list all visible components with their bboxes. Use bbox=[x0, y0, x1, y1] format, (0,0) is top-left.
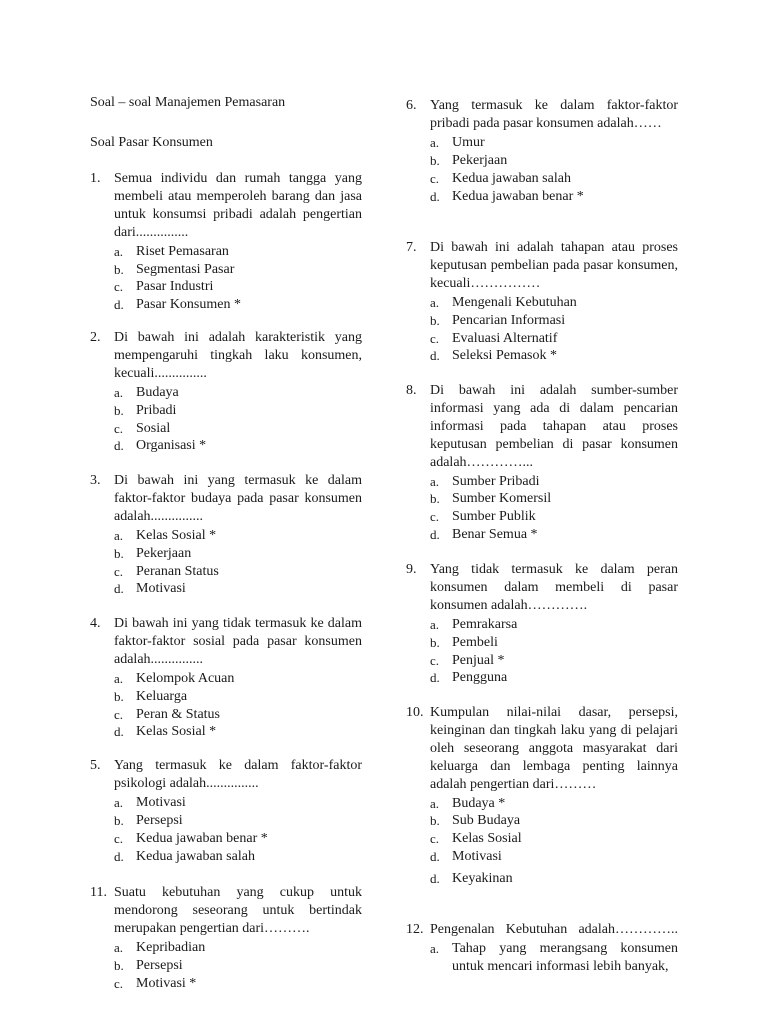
option-a: a. Tahap yang merangsang konsumen untuk mencari informasi lebih banyak, bbox=[430, 940, 678, 974]
question-text: Yang tidak termasuk ke dalam peran konsumen dalam membeli di pasar konsumen adalah…………. bbox=[430, 562, 678, 613]
option-d-extra: d. Keyakinan bbox=[430, 871, 513, 887]
option-c: c. Kedua jawaban benar * bbox=[114, 830, 268, 846]
option-d: d. Motivasi bbox=[114, 581, 186, 597]
option-b: b. Sumber Komersil bbox=[430, 491, 552, 507]
question-5 bbox=[90, 757, 362, 865]
option-b: b. Pekerjaan bbox=[114, 545, 192, 561]
option-c: c. Sosial bbox=[114, 420, 171, 436]
option-a: a. Budaya * bbox=[430, 795, 506, 811]
option-a: a. Budaya bbox=[114, 384, 179, 400]
option-a: a. Pemrakarsa bbox=[430, 616, 518, 632]
option-b: b. Pekerjaan bbox=[430, 152, 508, 168]
option-b: b. Sub Budaya bbox=[430, 813, 521, 829]
option-c: c. Penjual * bbox=[430, 652, 505, 668]
question-text: Di bawah ini yang termasuk ke dalam faktor-faktor budaya pada pasar konsumen adalah............... bbox=[114, 473, 362, 524]
option-b: b. Pencarian Informasi bbox=[430, 312, 566, 328]
question-8 bbox=[406, 382, 678, 544]
question-text: Pengenalan Kebutuhan adalah………….. bbox=[430, 922, 678, 937]
option-d: d. Motivasi bbox=[430, 849, 502, 865]
question-text: Semua individu dan rumah tangga yang membeli atau memperoleh barang dan jasa untuk konsumsi pribadi adalah pengertian dari............... bbox=[114, 171, 362, 240]
option-b: b. Pribadi bbox=[114, 402, 177, 418]
question-11 bbox=[90, 884, 362, 992]
option-a: a. Umur bbox=[430, 134, 485, 150]
option-b: b. Persepsi bbox=[114, 812, 183, 828]
question-number: 6. bbox=[406, 98, 417, 113]
option-d: d. Seleksi Pemasok * bbox=[430, 348, 557, 364]
option-b: b. Persepsi bbox=[114, 957, 183, 973]
option-a: a. Kepribadian bbox=[114, 939, 206, 955]
option-d: d. Kedua jawaban salah bbox=[114, 848, 255, 864]
question-number: 5. bbox=[90, 758, 101, 773]
option-a: a. Sumber Pribadi bbox=[430, 473, 540, 489]
question-2 bbox=[90, 329, 362, 455]
question-1 bbox=[90, 170, 362, 314]
question-text: Kumpulan nilai-nilai dasar, persepsi, keinginan dan tingkah laku yang di pelajari oleh seseorang anggota masyarakat dari keluarga dan lembaga penting lainnya adalah pengertian dari……… bbox=[430, 705, 678, 792]
question-number: 3. bbox=[90, 473, 101, 488]
option-b: b. Pembeli bbox=[430, 634, 498, 650]
option-d: d. Kedua jawaban benar * bbox=[430, 188, 584, 204]
option-a: a. Riset Pemasaran bbox=[114, 243, 229, 259]
question-3 bbox=[90, 472, 362, 598]
question-number: 2. bbox=[90, 330, 101, 345]
question-6 bbox=[406, 97, 678, 205]
question-number: 10. bbox=[406, 705, 424, 720]
question-number: 1. bbox=[90, 171, 101, 186]
option-c: c. Peran & Status bbox=[114, 706, 220, 722]
question-text: Di bawah ini adalah tahapan atau proses keputusan pembelian pada pasar konsumen, kecuali…………… bbox=[430, 240, 678, 291]
question-7 bbox=[406, 239, 678, 365]
option-c: c. Pasar Industri bbox=[114, 279, 214, 295]
question-text: Yang termasuk ke dalam faktor-faktor pribadi pada pasar konsumen adalah…… bbox=[430, 98, 678, 131]
option-c: c. Evaluasi Alternatif bbox=[430, 330, 558, 346]
document-subtitle: Soal Pasar Konsumen bbox=[90, 135, 213, 150]
question-4 bbox=[90, 615, 362, 741]
question-number: 12. bbox=[406, 922, 424, 937]
question-number: 4. bbox=[90, 616, 101, 631]
option-c: c. Peranan Status bbox=[114, 563, 219, 579]
option-b: b. Keluarga bbox=[114, 688, 188, 704]
question-12 bbox=[406, 921, 678, 976]
option-c: c. Kedua jawaban salah bbox=[430, 170, 571, 186]
option-c: c. Kelas Sosial bbox=[430, 831, 522, 847]
question-text: Suatu kebutuhan yang cukup untuk mendorong seseorang untuk bertindak merupakan pengertian dari………. bbox=[114, 885, 362, 936]
question-number: 9. bbox=[406, 562, 417, 577]
question-10 bbox=[406, 704, 678, 888]
option-b: b. Segmentasi Pasar bbox=[114, 261, 235, 277]
option-d: d. Pengguna bbox=[430, 670, 508, 686]
option-a: a. Kelas Sosial * bbox=[114, 527, 217, 543]
option-c: c. Motivasi * bbox=[114, 975, 197, 991]
option-a: a. Kelompok Acuan bbox=[114, 670, 235, 686]
document-title: Soal – soal Manajemen Pemasaran bbox=[90, 95, 286, 110]
question-text: Di bawah ini adalah karakteristik yang mempengaruhi tingkah laku konsumen, kecuali............... bbox=[114, 330, 362, 381]
option-d: d. Kelas Sosial * bbox=[114, 724, 217, 740]
question-9 bbox=[406, 561, 678, 687]
question-number: 7. bbox=[406, 240, 417, 255]
question-text: Di bawah ini yang tidak termasuk ke dalam faktor-faktor sosial pada pasar konsumen adalah............... bbox=[114, 616, 362, 667]
question-text: Yang termasuk ke dalam faktor-faktor psikologi adalah............... bbox=[114, 758, 362, 791]
option-c: c. Sumber Publik bbox=[430, 509, 536, 525]
option-a: a. Motivasi bbox=[114, 794, 186, 810]
option-d: d. Benar Semua * bbox=[430, 527, 538, 543]
question-number: 11. bbox=[90, 885, 107, 900]
option-d: d. Organisasi * bbox=[114, 438, 207, 454]
question-text: Di bawah ini adalah sumber-sumber informasi yang ada di dalam pencarian informasi pada tahapan atau proses keputusan pembelian di pasar konsumen adalah…………... bbox=[430, 383, 678, 470]
option-a: a. Mengenali Kebutuhan bbox=[430, 294, 577, 310]
question-number: 8. bbox=[406, 383, 417, 398]
option-d: d. Pasar Konsumen * bbox=[114, 297, 241, 313]
